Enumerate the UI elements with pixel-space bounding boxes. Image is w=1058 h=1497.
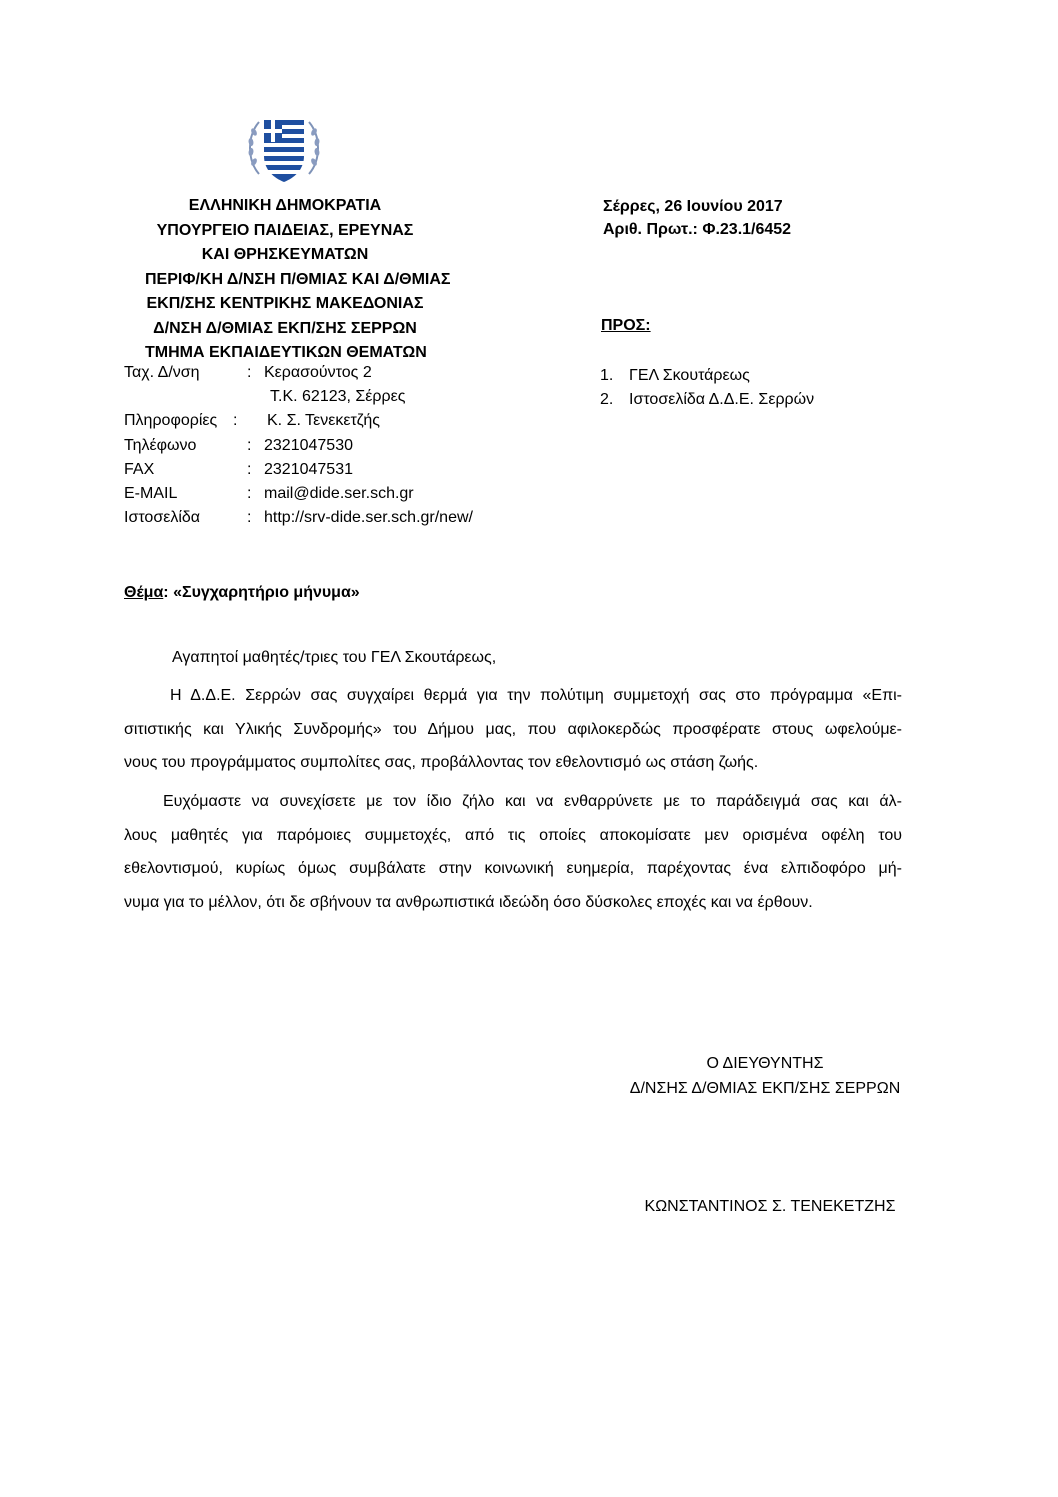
contact-row-website: Ιστοσελίδα : http://srv-dide.ser.sch.gr/new/	[124, 509, 473, 527]
signatory-name: ΚΩΝΣΤΑΝΤΙΝΟΣ Σ. ΤΕΝΕΚΕΤΖΗΣ	[644, 1198, 896, 1215]
protocol-number: Αριθ. Πρωτ.: Φ.23.1/6452	[603, 221, 792, 238]
subject-line	[124, 584, 360, 602]
header-line: ΕΚΠ/ΣΗΣ ΚΕΝΤΡΙΚΗΣ ΜΑΚΕΔΟΝΙΑΣ	[146, 295, 424, 312]
contact-row-address: Ταχ. Δ/νση : Κερασούντος 2	[124, 364, 372, 381]
recipient-item: 1. ΓΕΛ Σκουτάρεως	[600, 367, 750, 384]
paragraph-line: σιτιστικής και Υλικής Συνδρομής» του Δήμου μας, που αφιλοκερδώς προσφέρατε στους ωφελούμε-	[124, 720, 902, 738]
header-line: Δ/ΝΣΗ Δ/ΘΜΙΑΣ ΕΚΠ/ΣΗΣ ΣΕΡΡΩΝ	[153, 319, 417, 337]
header-line: ΥΠΟΥΡΓΕΙΟ ΠΑΙΔΕΙΑΣ, ΕΡΕΥΝΑΣ	[156, 221, 414, 239]
header-line: ΠΕΡΙΦ/ΚΗ Δ/ΝΣΗ Π/ΘΜΙΑΣ ΚΑΙ Δ/ΘΜΙΑΣ	[145, 270, 451, 288]
contact-row-info: Πληροφορίες : Κ. Σ. Τενεκετζής	[124, 412, 380, 430]
header-line: ΤΜΗΜΑ ΕΚΠΑΙΔΕΥΤΙΚΩΝ ΘΕΜΑΤΩΝ	[145, 344, 427, 361]
header-line: ΕΛΛΗΝΙΚΗ ΔΗΜΟΚΡΑΤΙΑ	[188, 197, 382, 214]
signature-title: Ο ΔΙΕΥΘΥΝΤΗΣ	[706, 1055, 824, 1072]
subject-label: Θέμα	[124, 584, 164, 601]
header-line: ΚΑΙ ΘΡΗΣΚΕΥΜΑΤΩΝ	[201, 246, 369, 263]
recipient-item: 2. Ιστοσελίδα Δ.Δ.Ε. Σερρών	[600, 391, 815, 408]
paragraph-line: Η Δ.Δ.Ε. Σερρών σας συγχαίρει θερμά για την πολύτιμη συμμετοχή σας στο πρόγραμμα «Επι-	[170, 687, 902, 704]
recipients-heading: ΠΡΟΣ:	[601, 317, 651, 334]
paragraph-line: νους του προγράμματος συμπολίτες σας, προβάλλοντας τον εθελοντισμό ως στάση ζωής.	[124, 754, 759, 772]
body-paragraph-1	[124, 679, 902, 780]
greek-coat-of-arms-icon	[245, 108, 323, 186]
signature-department: Δ/ΝΣΗΣ Δ/ΘΜΙΑΣ ΕΚΠ/ΣΗΣ ΣΕΡΡΩΝ	[629, 1080, 901, 1097]
contact-row-fax: FAX : 2321047531	[124, 460, 353, 478]
paragraph-line: εθελοντισμού, κυρίως όμως συμβάλατε στην κοινωνική ευημερία, παρέχοντας ένα ελπιδοφόρο μή-	[124, 860, 902, 878]
contact-row-phone: Τηλέφωνο : 2321047530	[124, 436, 353, 454]
greeting: Αγαπητοί μαθητές/τριες του ΓΕΛ Σκουτάρεως,	[172, 649, 497, 666]
paragraph-line: λους μαθητές για παρόμοιες συμμετοχές, από τις οποίες αποκομίσατε μεν ορισμένα οφέλη του	[124, 826, 902, 844]
paragraph-line: Ευχόμαστε να συνεχίσετε με τον ίδιο ζήλο και να ενθαρρύνετε με το παράδειγμά σας και άλ-	[163, 793, 902, 810]
body-paragraph-2	[124, 785, 902, 919]
authority-header	[145, 194, 451, 366]
document-date: Σέρρες, 26 Ιουνίου 2017	[603, 198, 783, 215]
contact-details	[124, 361, 544, 530]
contact-row-email: E-MAIL : mail@dide.ser.sch.gr	[124, 484, 414, 502]
subject-separator: :	[163, 584, 174, 601]
subject-text: «Συγχαρητήριο μήνυμα»	[173, 584, 360, 601]
contact-row-postcode: Τ.Κ. 62123, Σέρρες	[270, 388, 406, 406]
paragraph-line: νυμα για το μέλλον, ότι δε σβήνουν τα ανθρωπιστικά ιδεώδη όσο δύσκολες εποχές και να έρθουν.	[124, 893, 813, 911]
